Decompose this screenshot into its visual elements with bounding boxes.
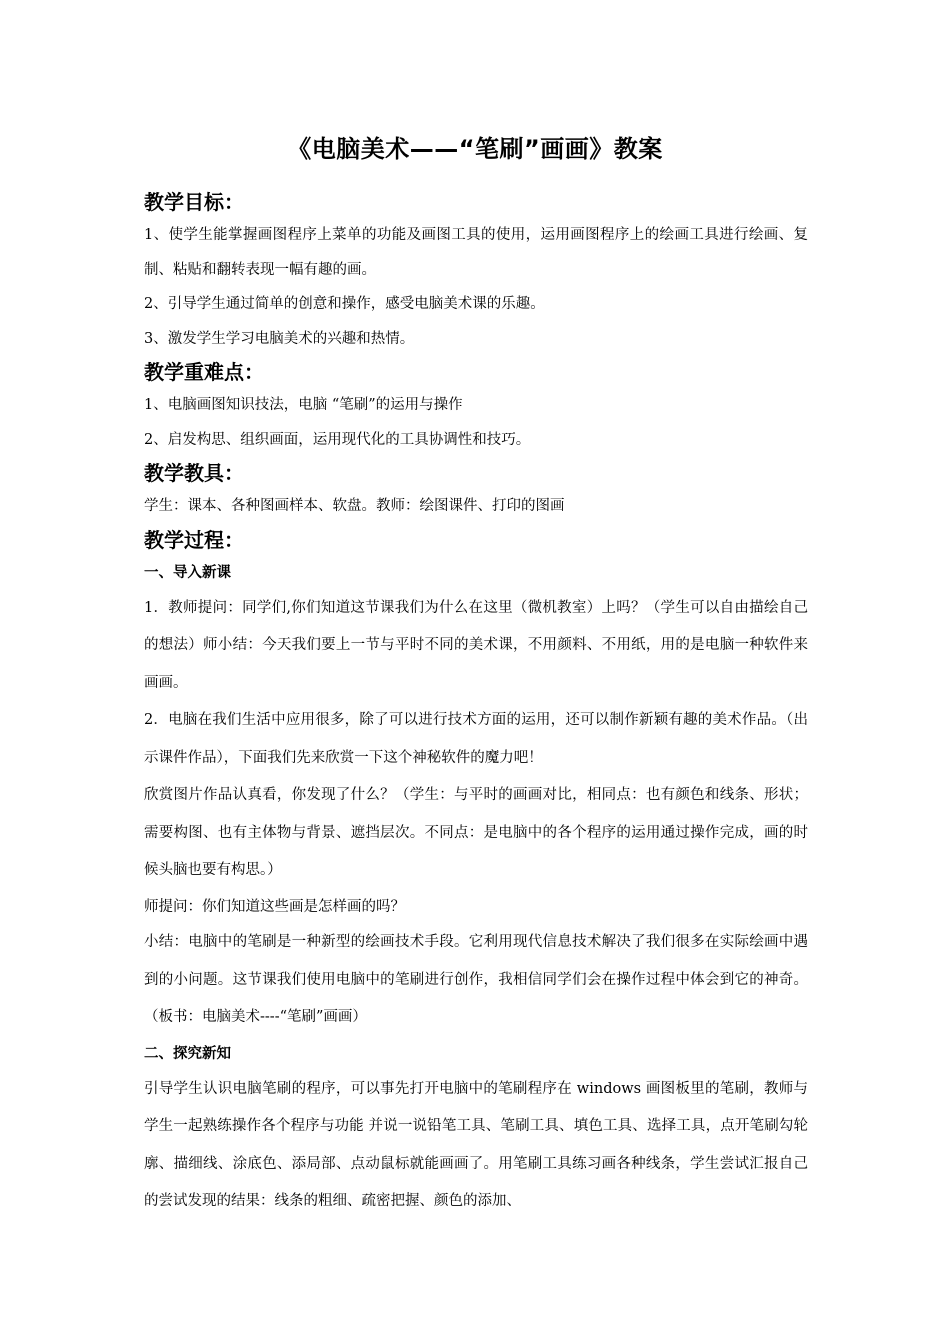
- document-title: 《电脑美术——“笔刷”画画》教案: [287, 135, 663, 163]
- process-heading: 教学过程：: [144, 527, 244, 552]
- key-point-item-1: 1、电脑画图知识技法，电脑 “笔刷”的运用与操作: [144, 397, 463, 413]
- tools-heading: 教学教具：: [144, 461, 244, 485]
- key-point-item-2: 2、启发构思、组织画面，运用现代化的工具协调性和技巧。: [144, 431, 531, 448]
- document-body: [144, 186, 808, 1221]
- goal-item-3: 3、激发学生学习电脑美术的兴趣和热情。: [144, 330, 415, 347]
- goals-heading: 教学目标：: [144, 190, 244, 214]
- process-part1-paragraph: 1．教师提问：同学们,你们知道这节课我们为什么在这里（微机教室）上吗？（学生可以自由描绘自己的想法）师小结：今天我们要上一节与平时不同的美术课，不用颜料、不用纸，用的是电脑一种软件来画画。: [144, 599, 808, 691]
- process-part2-paragraph: 引导学生认识电脑笔刷的程序，可以事先打开电脑中的笔刷程序在 windows 画图板里的笔刷，教师与学生一起熟练操作各个程序与功能 并说一说铅笔工具、笔刷工具、填色工具、选择工具，点开笔刷勾轮廓、描细线、涂底色、添局部、点动鼠标就能画画了。用笔刷工具练习画各种线条，学生尝试汇报自己的尝试发现的结果：线条的粗细、疏密把握、颜色的添加、: [144, 1080, 808, 1209]
- process-part1-paragraph: 2．电脑在我们生活中应用很多，除了可以进行技术方面的运用，还可以制作新颖有趣的美术作品。（出示课件作品），下面我们先来欣赏一下这个神秘软件的魔力吧！: [144, 712, 808, 766]
- process-part1-heading: 一、导入新课: [144, 564, 231, 581]
- goal-item-2: 2、引导学生通过简单的创意和操作，感受电脑美术课的乐趣。: [144, 296, 545, 312]
- tools-item-1: 学生：课本、各种图画样本、软盘。教师：绘图课件、打印的图画: [144, 498, 565, 514]
- process-part1-paragraph: 师提问：你们知道这些画是怎样画的吗？: [144, 898, 405, 915]
- key-points-heading: 教学重难点：: [144, 360, 264, 384]
- process-part1-paragraph: 欣赏图片作品认真看，你发现了什么？（学生：与平时的画画对比，相同点：也有颜色和线条、形状；需要构图、也有主体物与背景、遮挡层次。不同点：是电脑中的各个程序的运用通过操作完成，画的时候头脑也要有构思。）: [144, 787, 808, 878]
- process-part1-paragraph: 小结：电脑中的笔刷是一种新型的绘画技术手段。它利用现代信息技术解决了我们很多在实际绘画中遇到的小问题。这节课我们使用电脑中的笔刷进行创作，我相信同学们会在操作过程中体会到它的神奇。（板书：电脑美术----“笔刷”画画）: [144, 934, 808, 1025]
- process-part2-heading: 二、探究新知: [144, 1045, 231, 1062]
- goal-item-1: 1、使学生能掌握画图程序上菜单的功能及画图工具的使用，运用画图程序上的绘画工具进行绘画、复制、粘贴和翻转表现一幅有趣的画。: [144, 227, 808, 278]
